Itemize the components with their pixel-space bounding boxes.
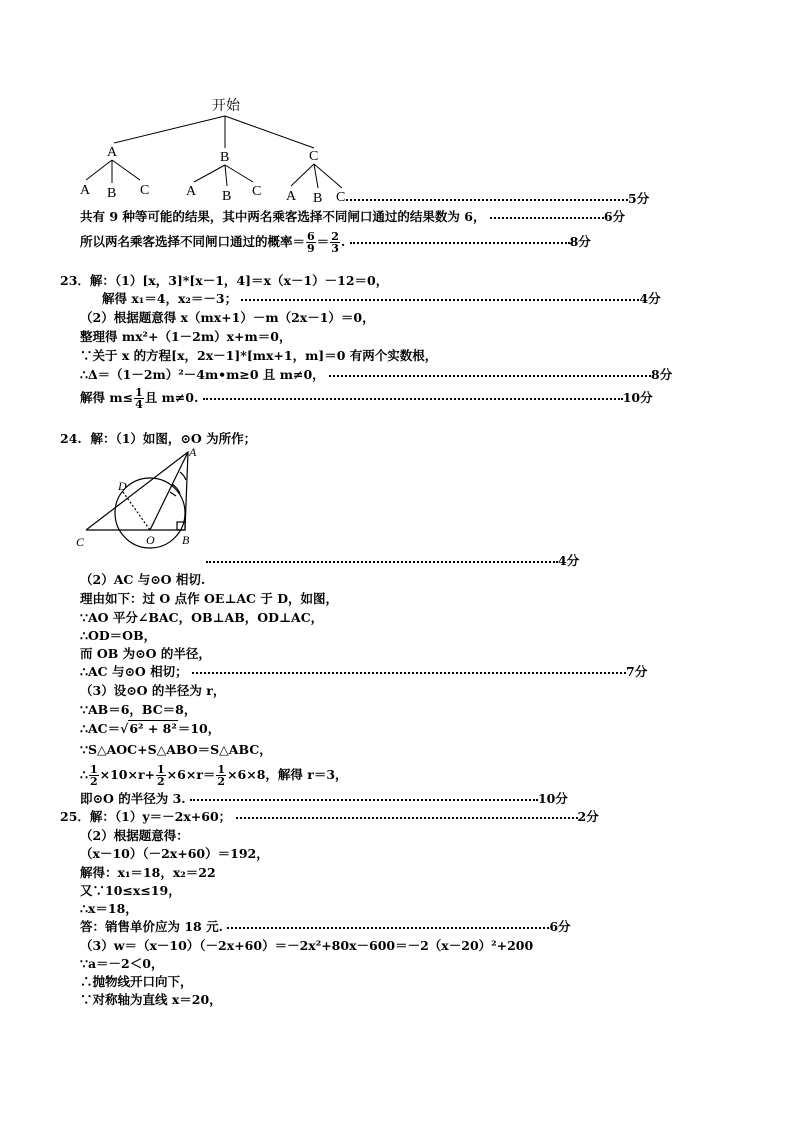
tree-root: 开始 (212, 99, 240, 114)
tree-leaf: A (186, 184, 197, 199)
score: 10分 (622, 390, 653, 405)
numerator: 1 (217, 763, 226, 776)
score: 10分 (537, 791, 568, 806)
q25-text: 又∵10≤x≤19， (80, 883, 181, 898)
q25-text: 答：销售单价应为 18 元. (80, 919, 223, 934)
dot-leader (236, 817, 578, 819)
fraction (216, 764, 226, 787)
dot-leader (241, 299, 639, 301)
dot-leader (192, 672, 626, 674)
score: 8分 (651, 367, 673, 382)
q22-text: . (340, 234, 346, 249)
q24-line-10: ∴AC＝√6² + 8²＝10， (80, 721, 221, 736)
tree-leaf: B (107, 186, 117, 201)
figure-label-d: D (118, 479, 127, 493)
q22-text: 共有 9 种等可能的结果，其中两名乘客选择不同闸口通过的结果数为 6， (80, 209, 486, 224)
q24-line-7 (80, 663, 647, 681)
tree-leaf: A (80, 183, 91, 198)
q23-line-1 (60, 272, 388, 290)
score: 8分 (569, 234, 591, 249)
q25-text: （2）根据题意得： (80, 828, 189, 843)
numerator: 1 (89, 763, 98, 776)
q23-line-5 (80, 347, 437, 365)
figure-label-b: B (182, 533, 190, 547)
figure-label-a: A (189, 446, 197, 459)
score: 5分 (628, 191, 650, 206)
denominator: 9 (307, 242, 315, 255)
tree-node-c: C (309, 149, 319, 164)
q25-line-3 (80, 845, 269, 863)
q24-text: 解：（1）如图，⊙O 为所作； (90, 431, 257, 446)
q23-text: 且 m≠0. (144, 390, 199, 405)
q25-line-7 (80, 918, 571, 936)
tree-leaf: A (286, 189, 297, 204)
q23-line-6 (80, 366, 672, 384)
q25-line-5 (80, 882, 181, 900)
q24-line-11 (80, 741, 272, 759)
tree-leaf: C (140, 183, 150, 198)
q24-text: ∴ (80, 767, 88, 782)
tree-node-b: B (220, 150, 230, 165)
q24-text: 理由如下：过 O 点作 OE⊥AC 于 D，如图， (80, 591, 339, 606)
equals: ＝ (316, 234, 330, 249)
q24-figure-score (206, 552, 579, 570)
q25-text: 解得：x₁＝18，x₂＝22 (80, 865, 216, 880)
tree-leaf: C (252, 184, 262, 199)
q25-text: ∵a＝－2＜0， (80, 956, 164, 971)
score: 6分 (549, 919, 571, 934)
score: 7分 (626, 664, 648, 679)
q25-text: （3）w＝（x－10）（－2x+60）＝－2x²+80x－600＝－2（x－20）²+200 (80, 938, 534, 953)
q25-line-8 (80, 937, 533, 955)
fraction (306, 231, 316, 254)
dot-leader (206, 561, 558, 563)
score: 4分 (639, 291, 661, 306)
q23-text: 解得 x₁＝4，x₂＝－3； (102, 291, 238, 306)
question-number: 24. (60, 431, 82, 446)
tree-node-a: A (107, 145, 118, 160)
q24-text: ×6×r＝ (166, 767, 216, 782)
dot-leader (227, 927, 549, 929)
sqrt-radicand: 6² + 8² (129, 721, 177, 736)
question-number: 23． (60, 273, 90, 288)
q23-text: 解得 m≤ (80, 390, 134, 405)
numerator: 1 (135, 386, 143, 399)
question-number: 25． (60, 809, 90, 824)
numerator: 6 (307, 230, 315, 243)
q25-text: （x－10）（－2x+60）＝192， (80, 846, 269, 861)
q24-text: ＝10， (177, 721, 221, 736)
dot-leader (329, 375, 651, 377)
q22-line-2 (80, 231, 591, 254)
q24-line-8 (80, 682, 225, 700)
q25-text: 解：（1）y＝－2x+60； (89, 809, 232, 824)
fraction (134, 387, 144, 410)
fraction (89, 764, 99, 787)
q23-line-2 (102, 290, 661, 308)
q23-text: 整理得 mx²+（1－2m）x+m＝0， (80, 329, 292, 344)
q24-text: ∴AC＝ (80, 721, 121, 736)
score: 4分 (558, 553, 580, 568)
tree-leaf: B (222, 189, 232, 204)
tree-leaf: B (313, 191, 323, 206)
q25-text: ∵对称轴为直线 x＝20， (80, 992, 222, 1007)
q24-text: ∴AC 与⊙O 相切； (80, 664, 188, 679)
score: 6分 (603, 209, 626, 224)
q25-line-10 (80, 973, 193, 991)
numerator: 2 (331, 230, 339, 243)
denominator: 2 (217, 775, 226, 788)
q23-line-3 (80, 309, 375, 327)
fraction (330, 231, 340, 254)
geometry-figure (76, 446, 206, 556)
dot-leader (346, 199, 628, 201)
q24-text: ∵S△AOC+S△ABO＝S△ABC， (80, 742, 272, 757)
q24-line-5 (80, 627, 156, 645)
q23-text: ∴Δ＝（1－2m）²－4m•m≥0 且 m≠0， (80, 367, 325, 382)
figure-label-c: C (76, 535, 85, 549)
dot-leader (490, 217, 604, 219)
q23-line-7 (80, 387, 653, 410)
q25-line-1 (60, 808, 599, 826)
q22-text: 所以两名乘客选择不同闸口通过的概率＝ (80, 234, 306, 249)
q25-line-4 (80, 864, 216, 882)
q24-line-3 (80, 590, 338, 608)
q23-text: （2）根据题意得 x（mx+1）－m（2x－1）＝0， (80, 310, 375, 325)
q24-line-6 (80, 645, 211, 663)
tree-leaf: C (336, 190, 346, 205)
q25-line-6 (80, 900, 138, 918)
denominator: 4 (135, 398, 143, 411)
q24-text: ∴OD＝OB， (80, 628, 157, 643)
q24-line-9 (80, 701, 196, 719)
q24-text: ×10×r+ (99, 767, 156, 782)
denominator: 3 (331, 242, 339, 255)
q24-text: ∵AB＝6，BC＝8， (80, 702, 197, 717)
q23-text: ∵关于 x 的方程[x，2x－1]*[mx+1，m]＝0 有两个实数根， (80, 348, 438, 363)
dot-leader (350, 242, 570, 244)
fraction (156, 764, 166, 787)
q25-line-9 (80, 955, 163, 973)
numerator: 1 (157, 763, 165, 776)
q25-text: ∴抛物线开口向下， (80, 974, 193, 989)
figure-label-o: O (146, 533, 155, 547)
denominator: 2 (89, 775, 98, 788)
q22-line-1 (80, 208, 625, 226)
q25-line-11 (80, 991, 222, 1009)
q24-text: 而 OB 为⊙O 的半径， (80, 646, 211, 661)
q24-line-12 (80, 764, 348, 787)
q24-text: ×6×8，解得 r＝3， (227, 767, 348, 782)
q24-line-13 (80, 790, 568, 808)
q24-text: （3）设⊙O 的半径为 r， (80, 683, 226, 698)
q25-line-2 (80, 827, 189, 845)
score: 2分 (577, 809, 599, 824)
q24-text: ∵AO 平分∠BAC，OB⊥AB，OD⊥AC， (80, 610, 324, 625)
q25-text: ∴x＝18， (80, 901, 138, 916)
probability-tree-diagram (0, 0, 794, 210)
q23-text: 解：（1）[x，3]*[x－1，4]＝x（x－1）－12＝0， (89, 273, 389, 288)
q24-line-4 (80, 609, 323, 627)
q23-line-4 (80, 328, 291, 346)
q24-line-2 (80, 571, 205, 589)
dot-leader (203, 398, 623, 400)
dot-leader (190, 799, 538, 801)
q24-text: （2）AC 与⊙O 相切. (80, 572, 206, 587)
tree-score-line (346, 190, 649, 208)
q24-text: 即⊙O 的半径为 3. (80, 791, 186, 806)
denominator: 2 (157, 775, 165, 788)
